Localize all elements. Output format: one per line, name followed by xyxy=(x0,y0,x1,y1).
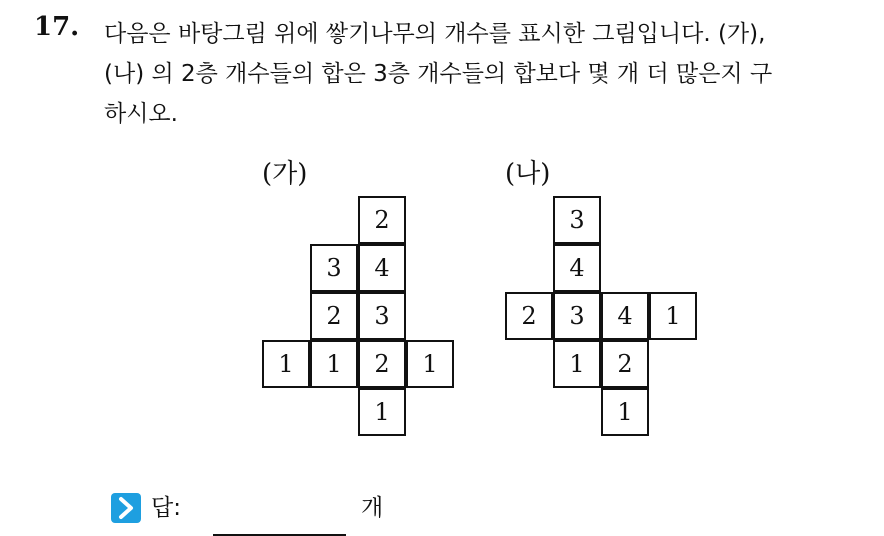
question-line-1: 다음은 바탕그림 위에 쌓기나무의 개수를 표시한 그림입니다. (가), xyxy=(104,21,766,47)
figure-ga-label: (가) xyxy=(262,159,308,189)
grid-cell: 4 xyxy=(358,244,406,292)
grid-cell: 3 xyxy=(553,292,601,340)
answer-label: 답: xyxy=(151,495,181,521)
grid-cell: 1 xyxy=(358,388,406,436)
grid-cell: 3 xyxy=(358,292,406,340)
grid-cell: 2 xyxy=(310,292,358,340)
grid-cell: 1 xyxy=(649,292,697,340)
arrow-right-icon xyxy=(111,493,141,523)
question-number: 17. xyxy=(34,12,80,42)
grid-cell: 1 xyxy=(601,388,649,436)
grid-cell: 4 xyxy=(553,244,601,292)
grid-cell: 3 xyxy=(310,244,358,292)
question-line-3: 하시오. xyxy=(104,101,178,127)
grid-cell: 1 xyxy=(310,340,358,388)
grid-cell: 2 xyxy=(601,340,649,388)
grid-cell: 3 xyxy=(553,196,601,244)
grid-cell: 4 xyxy=(601,292,649,340)
grid-cell: 1 xyxy=(262,340,310,388)
grid-cell: 2 xyxy=(505,292,553,340)
grid-cell: 1 xyxy=(406,340,454,388)
grid-cell: 2 xyxy=(358,340,406,388)
grid-cell: 2 xyxy=(358,196,406,244)
figure-na-label: (나) xyxy=(505,159,551,189)
question-line-2: (나) 의 2층 개수들의 합은 3층 개수들의 합보다 몇 개 더 많은지 구 xyxy=(104,61,773,87)
question-text xyxy=(104,14,874,134)
answer-unit: 개 xyxy=(361,495,384,521)
grid-cell: 1 xyxy=(553,340,601,388)
